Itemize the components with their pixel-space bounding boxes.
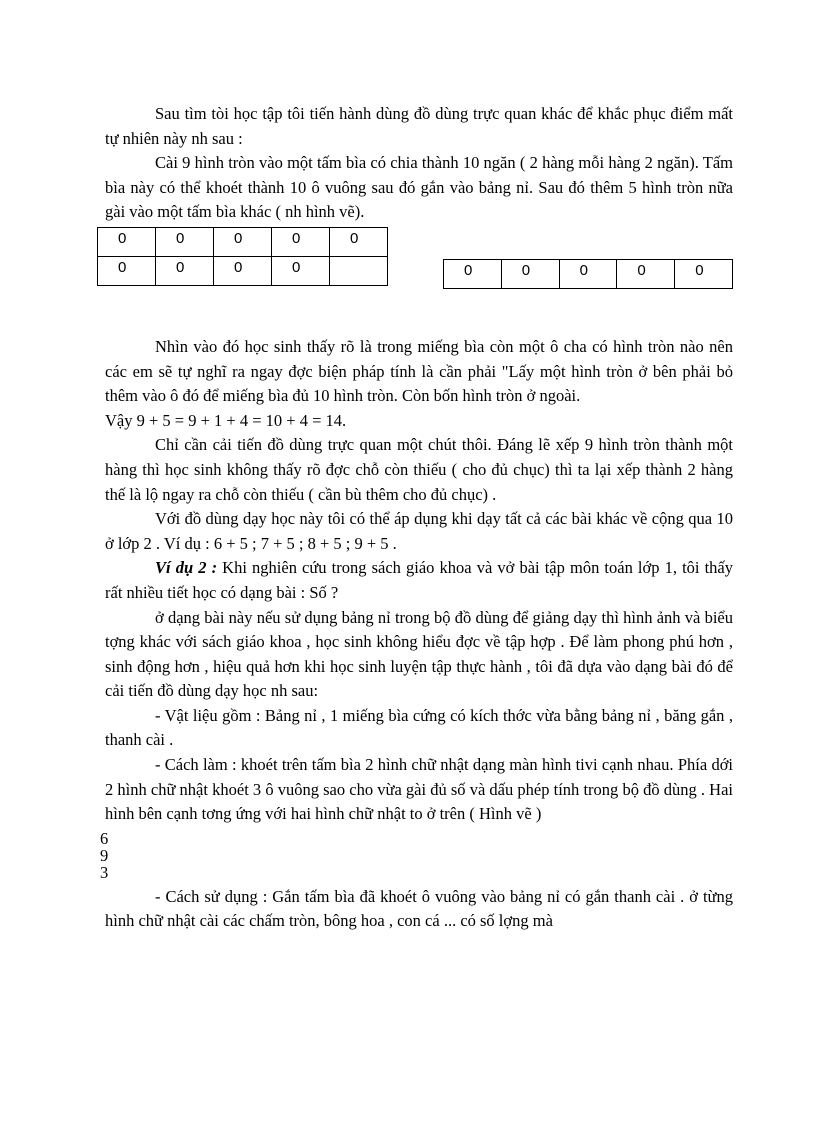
- paragraph: Cài 9 hình tròn vào một tấm bìa có chia thành 10 ngăn ( 2 hàng mỗi hàng 2 ngăn). Tấm bìa này có thể khoét thành 10 ô vuông sau đó gắn vào bảng nỉ. Sau đó thêm 5 hình tròn nữa gài vào một tấm bìa khác ( nh hình vẽ).: [105, 153, 733, 222]
- example-2-paragraph: [105, 556, 733, 605]
- paragraph: Nhìn vào đó học sinh thấy rõ là trong miếng bìa còn một ô cha có hình tròn nào nên các em sẽ tự nghĩ ra ngay đợc biện pháp tính là cần phải "Lấy một hình tròn ở bên phải bỏ thêm vào ô đó để miếng bìa đủ 10 hình tròn. Còn bốn hình tròn ở ngoài.: [105, 336, 733, 406]
- digit: 9: [100, 845, 109, 865]
- example-2-label: Ví dụ 2 :: [155, 558, 218, 578]
- cell: 0: [98, 256, 156, 285]
- digit: 6: [100, 828, 109, 848]
- cell: 0: [617, 259, 675, 288]
- cell: 0: [330, 227, 388, 256]
- paragraph: Chỉ cần cải tiến đồ dùng trực quan một chút thôi. Đáng lẽ xếp 9 hình tròn thành một hàng thì học sinh không thấy rõ đợc chỗ còn thiếu ( cho đủ chục) thì ta lại xếp thành 2 hàng thế là lộ ngay ra chỗ còn thiếu ( cần bù thêm cho đủ chục) .: [105, 435, 733, 504]
- cell: 0: [214, 227, 272, 256]
- nine-circles-board: [97, 227, 388, 286]
- figure-tables: [105, 225, 733, 335]
- example-2-text: Khi nghiên cứu trong sách giáo khoa và vở bài tập môn toán lớp 1, tôi thấy rất nhiều tiết học có dạng bài : Số ?: [105, 558, 734, 602]
- cell: 0: [501, 259, 559, 288]
- five-circles-board: [443, 259, 733, 289]
- cell: 0: [272, 256, 330, 285]
- digit: 3: [100, 862, 109, 882]
- cell: 0: [98, 227, 156, 256]
- cell: 0: [156, 227, 214, 256]
- empty-cell: [330, 256, 388, 285]
- equation-line: Vậy 9 + 5 = 9 + 1 + 4 = 10 + 4 = 14.: [105, 410, 347, 430]
- document-page: [100, 102, 734, 934]
- cell: 0: [559, 259, 617, 288]
- cell: 0: [272, 227, 330, 256]
- list-item: - Cách làm : khoét trên tấm bìa 2 hình chữ nhật dạng màn hình tivi cạnh nhau. Phía dới 2 hình chữ nhật khoét 3 ô vuông sao cho vừa gài đủ số và dấu phép tính trong bộ đồ dùng . Hai hình bên cạnh tơng ứng với hai hình chữ nhật to ở trên ( Hình vẽ ): [105, 755, 733, 824]
- paragraph: Sau tìm tòi học tập tôi tiến hành dùng đồ dùng trực quan khác để khắc phục điểm mất tự nhiên này nh sau :: [105, 104, 733, 148]
- paragraph: Với đồ dùng dạy học này tôi có thể áp dụng khi dạy tất cả các bài khác về cộng qua 10 ở lớp 2 . Ví dụ : 6 + 5 ; 7 + 5 ; 8 + 5 ; 9 + 5 .: [105, 509, 733, 553]
- cell: 0: [214, 256, 272, 285]
- cell: 0: [675, 259, 733, 288]
- digit-stack: [100, 830, 733, 881]
- list-item: - Cách sử dụng : Gắn tấm bìa đã khoét ô vuông vào bảng nỉ có gắn thanh cài . ở từng hình chữ nhật cài các chấm tròn, bông hoa , con cá ... có số lợng mà: [105, 886, 733, 931]
- cell: 0: [444, 259, 502, 288]
- paragraph: ở dạng bài này nếu sử dụng bảng nỉ trong bộ đồ dùng để giảng dạy thì hình ảnh và biểu tợng khác với sách giáo khoa , học sinh không hiểu đợc về tập hợp . Để làm phong phú hơn , sinh động hơn , hiệu quả hơn khi học sinh luyện tập thực hành , tôi đã dựa vào dạng bài đó để cải tiến đồ dùng dạy học nh sau:: [105, 607, 733, 701]
- list-item: - Vật liệu gồm : Bảng nỉ , 1 miếng bìa cứng có kích thớc vừa bằng bảng nỉ , băng gắn , thanh cài .: [105, 705, 733, 750]
- cell: 0: [156, 256, 214, 285]
